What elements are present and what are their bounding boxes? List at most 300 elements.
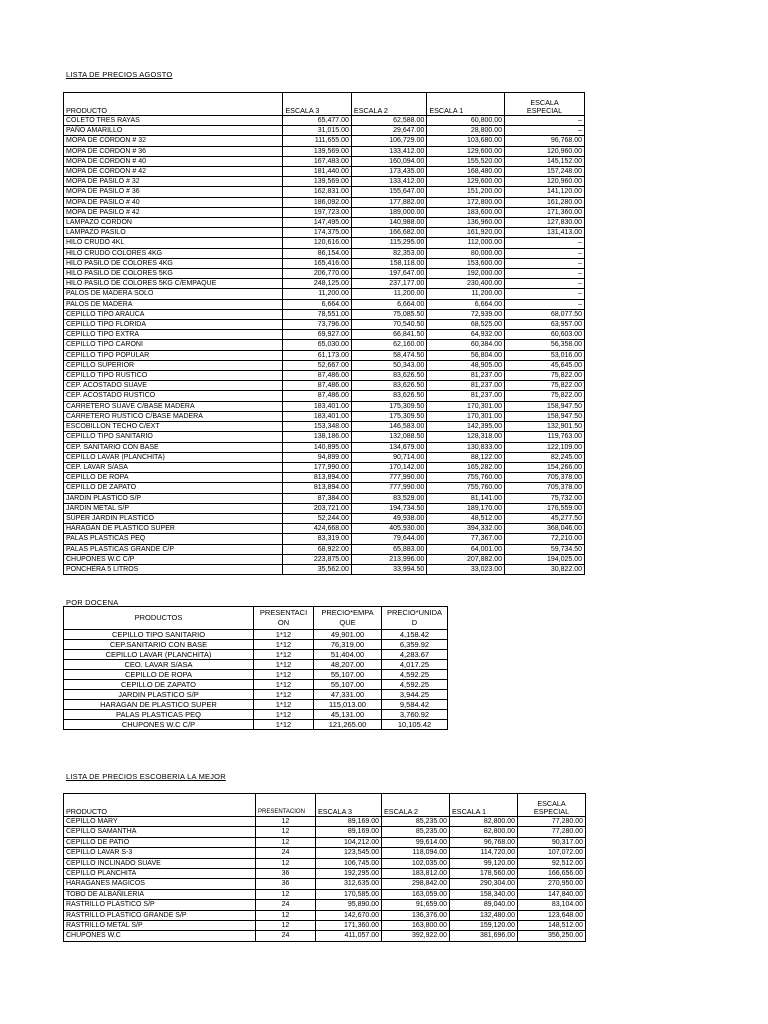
- price-cell: 203,721.00: [283, 503, 352, 513]
- column-header: ESCALA 1: [450, 794, 518, 817]
- price-cell: 4,158.42: [382, 630, 448, 640]
- price-cell: 777,990.00: [351, 473, 426, 483]
- table-row: [64, 207, 585, 217]
- price-cell: 175,309.50: [351, 411, 426, 421]
- table-row: [64, 879, 586, 889]
- price-cell: 61,173.00: [283, 350, 352, 360]
- column-header: [64, 607, 254, 630]
- price-cell: 12: [256, 837, 316, 847]
- price-cell: 95,890.00: [316, 900, 382, 910]
- price-cell: 130,833.00: [427, 442, 505, 452]
- product-name-cell: HILO PASILO DE COLORES 5KG: [64, 269, 283, 279]
- price-cell: 160,094.00: [351, 156, 426, 166]
- price-cell: 60,800.00: [427, 116, 505, 126]
- price-cell: 6,664.00: [351, 299, 426, 309]
- table-row: [64, 564, 585, 574]
- price-cell: 777,990.00: [351, 483, 426, 493]
- table-row: [64, 630, 448, 640]
- price-cell: 10,105.42: [382, 720, 448, 730]
- price-cell: 36: [256, 879, 316, 889]
- price-cell: 83,319.00: [283, 534, 352, 544]
- price-cell: 88,122.00: [427, 452, 505, 462]
- table-header-row: [64, 93, 585, 116]
- table-row: [64, 320, 585, 330]
- price-cell: 223,875.00: [283, 554, 352, 564]
- column-header: PRODUCTO: [64, 93, 283, 116]
- table-row: [64, 700, 448, 710]
- price-cell: 153,348.00: [283, 422, 352, 432]
- header-line: PRECIO*UNIDA: [386, 608, 442, 617]
- price-cell: 4,283.67: [382, 650, 448, 660]
- product-name-cell: HARAGAN DE PLASTICO SUPER: [64, 524, 283, 534]
- price-cell: 170,585.00: [316, 889, 382, 899]
- price-cell: 197,647.00: [351, 269, 426, 279]
- price-cell: 368,046.00: [505, 524, 585, 534]
- table-row: [64, 554, 585, 564]
- price-cell: 82,800.00: [450, 817, 518, 827]
- price-cell: 813,894.00: [283, 483, 352, 493]
- price-cell: 106,745.00: [316, 858, 382, 868]
- price-cell: 66,841.50: [351, 330, 426, 340]
- price-cell: 4,017.25: [382, 660, 448, 670]
- price-cell: 705,378.00: [505, 483, 585, 493]
- price-cell: 128,318.00: [427, 432, 505, 442]
- price-cell: 52,244.00: [283, 513, 352, 523]
- price-cell: 64,932.00: [427, 330, 505, 340]
- price-cell: 194,734.50: [351, 503, 426, 513]
- table-row: [64, 483, 585, 493]
- price-cell: 162,831.00: [283, 187, 352, 197]
- column-header: [254, 607, 314, 630]
- price-cell: 140,988.00: [351, 218, 426, 228]
- price-cell: 298,842.00: [382, 879, 450, 889]
- product-name-cell: CEPILLO DE ROPA: [64, 670, 254, 680]
- price-cell: 170,142.00: [351, 462, 426, 472]
- price-cell: 290,304.00: [450, 879, 518, 889]
- price-cell: 6,664.00: [283, 299, 352, 309]
- price-cell: 131,413.00: [505, 228, 585, 238]
- price-cell: 24: [256, 900, 316, 910]
- price-cell: 75,822.00: [505, 391, 585, 401]
- price-cell: 63,957.00: [505, 320, 585, 330]
- table-row: [64, 309, 585, 319]
- product-name-cell: CEPILLO DE ZAPATO: [64, 680, 254, 690]
- price-cell: 114,720.00: [450, 848, 518, 858]
- table-row: [64, 197, 585, 207]
- price-cell: 75,822.00: [505, 371, 585, 381]
- price-cell: 81,237.00: [427, 371, 505, 381]
- price-cell: 87,486.00: [283, 371, 352, 381]
- price-cell: 49,901.00: [314, 630, 382, 640]
- table-row: [64, 299, 585, 309]
- column-header: [505, 93, 585, 116]
- table-row: [64, 690, 448, 700]
- price-cell: 55,107.00: [314, 670, 382, 680]
- price-cell: 189,000.00: [351, 207, 426, 217]
- table-row: [64, 473, 585, 483]
- product-name-cell: RASTRILLO PLASTICO S/P: [64, 900, 256, 910]
- table-row: [64, 921, 586, 931]
- price-cell: 159,120.00: [450, 921, 518, 931]
- price-cell: –: [505, 258, 585, 268]
- table-row: [64, 371, 585, 381]
- price-cell: 170,301.00: [427, 401, 505, 411]
- price-cell: 111,655.00: [283, 136, 352, 146]
- product-name-cell: CEPILLO TIPO SANITARIO: [64, 630, 254, 640]
- product-name-cell: CARRETERO RUSTICO C/BASE MADERA: [64, 411, 283, 421]
- price-cell: 50,343.00: [351, 360, 426, 370]
- header-line: ESCALA: [530, 98, 559, 107]
- price-cell: 58,474.50: [351, 350, 426, 360]
- price-cell: 178,560.00: [450, 869, 518, 879]
- price-cell: 107,072.00: [518, 848, 586, 858]
- price-cell: 6,664.00: [427, 299, 505, 309]
- price-cell: 11,200.00: [427, 289, 505, 299]
- table-row: [64, 187, 585, 197]
- price-cell: 424,668.00: [283, 524, 352, 534]
- price-cell: 12: [256, 889, 316, 899]
- price-cell: 1*12: [254, 690, 314, 700]
- product-name-cell: CEP. ACOSTADO SUAVE: [64, 381, 283, 391]
- price-cell: –: [505, 279, 585, 289]
- product-name-cell: HILO CRUDO 4KL: [64, 238, 283, 248]
- product-name-cell: MOPA DE PASILO # 42: [64, 207, 283, 217]
- price-cell: 127,830.00: [505, 218, 585, 228]
- price-cell: 192,000.00: [427, 269, 505, 279]
- product-name-cell: HILO PASILO DE COLORES 5KG C/EMPAQUE: [64, 279, 283, 289]
- price-cell: 121,265.00: [314, 720, 382, 730]
- escoberia-list-title: LISTA DE PRECIOS ESCOBERIA LA MEJOR: [66, 772, 226, 781]
- price-cell: 89,040.00: [450, 900, 518, 910]
- product-name-cell: MOPA DE CORDON # 40: [64, 156, 283, 166]
- price-cell: 87,384.00: [283, 493, 352, 503]
- price-cell: 118,094.00: [382, 848, 450, 858]
- price-cell: 11,200.00: [351, 289, 426, 299]
- product-name-cell: RASTRILLO METAL S/P: [64, 921, 256, 931]
- product-name-cell: CEPILLO TIPO ARAUCA: [64, 309, 283, 319]
- price-cell: 1*12: [254, 630, 314, 640]
- price-cell: 120,960.00: [505, 177, 585, 187]
- product-name-cell: TOBO DE ALBAÑILERIA: [64, 889, 256, 899]
- table-row: [64, 670, 448, 680]
- price-cell: 68,922.00: [283, 544, 352, 554]
- price-cell: 12: [256, 817, 316, 827]
- product-name-cell: PALAS PLASTICAS GRANDE C/P: [64, 544, 283, 554]
- price-cell: 158,118.00: [351, 258, 426, 268]
- price-cell: 92,512.00: [518, 858, 586, 868]
- table-row: [64, 680, 448, 690]
- price-cell: 3,760.92: [382, 710, 448, 720]
- product-name-cell: HILO CRUDO COLORES 4KG: [64, 248, 283, 258]
- price-cell: 161,280.00: [505, 197, 585, 207]
- price-cell: 183,812.00: [382, 869, 450, 879]
- table-row: [64, 889, 586, 899]
- price-cell: 60,603.00: [505, 330, 585, 340]
- price-cell: 161,920.00: [427, 228, 505, 238]
- price-cell: 96,768.00: [505, 136, 585, 146]
- product-name-cell: SUPER JARDIN PLASTICO: [64, 513, 283, 523]
- product-name-cell: MOPA DE PASILO # 36: [64, 187, 283, 197]
- price-cell: 394,332.00: [427, 524, 505, 534]
- price-cell: 154,266.00: [505, 462, 585, 472]
- price-cell: 99,120.00: [450, 858, 518, 868]
- price-cell: 163,059.00: [382, 889, 450, 899]
- price-cell: –: [505, 299, 585, 309]
- price-cell: 82,800.00: [450, 827, 518, 837]
- price-cell: 133,412.00: [351, 177, 426, 187]
- product-name-cell: CHUPONES W.C C/P: [64, 720, 254, 730]
- table-row: [64, 218, 585, 228]
- price-cell: 142,670.00: [316, 910, 382, 920]
- product-name-cell: CEPILLO DE ROPA: [64, 473, 283, 483]
- product-name-cell: CEPILLO SUPERIOR: [64, 360, 283, 370]
- price-cell: 1*12: [254, 670, 314, 680]
- table-row: [64, 900, 586, 910]
- table-row: [64, 330, 585, 340]
- column-header: [518, 794, 586, 817]
- price-cell: 381,696.00: [450, 931, 518, 941]
- price-cell: 68,077.50: [505, 309, 585, 319]
- table-row: [64, 411, 585, 421]
- price-cell: 189,170.00: [427, 503, 505, 513]
- price-list-title: LISTA DE PRECIOS AGOSTO: [66, 70, 173, 79]
- price-cell: 12: [256, 827, 316, 837]
- price-cell: 90,714.00: [351, 452, 426, 462]
- price-cell: 56,358.00: [505, 340, 585, 350]
- table-row: [64, 401, 585, 411]
- price-cell: 77,367.00: [427, 534, 505, 544]
- table-header-row: [64, 607, 448, 630]
- price-cell: 165,282.00: [427, 462, 505, 472]
- price-cell: 145,152.00: [505, 156, 585, 166]
- price-cell: 755,760.00: [427, 473, 505, 483]
- price-cell: 48,207.00: [314, 660, 382, 670]
- product-name-cell: CEPILLO TIPO POPULAR: [64, 350, 283, 360]
- price-cell: 53,016.00: [505, 350, 585, 360]
- price-cell: 168,480.00: [427, 167, 505, 177]
- price-cell: 24: [256, 848, 316, 858]
- price-cell: 55,107.00: [314, 680, 382, 690]
- price-cell: 29,647.00: [351, 126, 426, 136]
- price-cell: 176,559.00: [505, 503, 585, 513]
- product-name-cell: JARDIN PLASTICO S/P: [64, 493, 283, 503]
- table-row: [64, 340, 585, 350]
- price-cell: 28,800.00: [427, 126, 505, 136]
- product-name-cell: CHUPONES W.C C/P: [64, 554, 283, 564]
- table-row: [64, 146, 585, 156]
- table-row: [64, 360, 585, 370]
- price-cell: 133,412.00: [351, 146, 426, 156]
- table-row: [64, 126, 585, 136]
- product-name-cell: LAMPAZO PASILO: [64, 228, 283, 238]
- table-row: [64, 650, 448, 660]
- table-row: [64, 660, 448, 670]
- price-cell: 89,169.00: [316, 827, 382, 837]
- price-cell: 56,804.00: [427, 350, 505, 360]
- header-line: ESCALA: [537, 799, 566, 808]
- price-cell: 24: [256, 931, 316, 941]
- price-cell: 172,800.00: [427, 197, 505, 207]
- price-cell: 248,125.00: [283, 279, 352, 289]
- price-cell: 12: [256, 921, 316, 931]
- price-cell: 177,882.00: [351, 197, 426, 207]
- table-row: [64, 720, 448, 730]
- price-cell: 123,648.00: [518, 910, 586, 920]
- price-cell: 155,520.00: [427, 156, 505, 166]
- price-cell: 183,401.00: [283, 401, 352, 411]
- product-name-cell: MOPA DE PASILO # 32: [64, 177, 283, 187]
- table-header-row: [64, 794, 586, 817]
- price-cell: 83,104.00: [518, 900, 586, 910]
- price-cell: 173,435.00: [351, 167, 426, 177]
- price-cell: 45,645.00: [505, 360, 585, 370]
- price-cell: 119,763.00: [505, 432, 585, 442]
- price-cell: 73,796.00: [283, 320, 352, 330]
- product-name-cell: CEPILLO DE PATIO: [64, 837, 256, 847]
- price-cell: –: [505, 116, 585, 126]
- price-cell: 81,237.00: [427, 381, 505, 391]
- price-cell: 64,001.00: [427, 544, 505, 554]
- table-row: [64, 710, 448, 720]
- price-cell: 171,360.00: [505, 207, 585, 217]
- price-cell: 122,109.00: [505, 442, 585, 452]
- table-row: [64, 381, 585, 391]
- table-row: [64, 534, 585, 544]
- price-cell: 79,644.00: [351, 534, 426, 544]
- price-cell: 158,947.50: [505, 401, 585, 411]
- price-cell: 85,235.00: [382, 817, 450, 827]
- price-cell: 165,416.00: [283, 258, 352, 268]
- product-name-cell: MOPA DE CORDON # 36: [64, 146, 283, 156]
- price-cell: 33,994.50: [351, 564, 426, 574]
- price-cell: 103,680.00: [427, 136, 505, 146]
- price-cell: 183,401.00: [283, 411, 352, 421]
- price-cell: 106,729.00: [351, 136, 426, 146]
- price-cell: 139,569.00: [283, 177, 352, 187]
- price-cell: 197,723.00: [283, 207, 352, 217]
- price-cell: 1*12: [254, 650, 314, 660]
- price-cell: 86,154.00: [283, 248, 352, 258]
- price-cell: 120,616.00: [283, 238, 352, 248]
- product-name-cell: CEPILLO TIPO FLORIDA: [64, 320, 283, 330]
- price-cell: 75,822.00: [505, 381, 585, 391]
- price-cell: 1*12: [254, 710, 314, 720]
- table-row: [64, 279, 585, 289]
- price-cell: 87,486.00: [283, 391, 352, 401]
- column-header: ESCALA 2: [382, 794, 450, 817]
- price-cell: 167,483.00: [283, 156, 352, 166]
- header-line: PRESENTACI: [259, 608, 308, 617]
- product-name-cell: JARDIN METAL S/P: [64, 503, 283, 513]
- price-list-table: [63, 92, 585, 575]
- escoberia-price-table: [63, 793, 586, 942]
- price-cell: 120,960.00: [505, 146, 585, 156]
- price-cell: 83,626.50: [351, 391, 426, 401]
- price-cell: 155,647.00: [351, 187, 426, 197]
- price-cell: 59,734.50: [505, 544, 585, 554]
- price-cell: 136,960.00: [427, 218, 505, 228]
- table-row: [64, 289, 585, 299]
- price-cell: 132,480.00: [450, 910, 518, 920]
- product-name-cell: CEP. LAVAR S/ASA: [64, 462, 283, 472]
- product-name-cell: RASTRILLO PLASTICO GRANDE S/P: [64, 910, 256, 920]
- price-cell: 6,359.92: [382, 640, 448, 650]
- price-cell: 134,679.00: [351, 442, 426, 452]
- dozen-price-table: [63, 606, 448, 730]
- price-cell: 47,331.00: [314, 690, 382, 700]
- price-cell: 132,901.50: [505, 422, 585, 432]
- price-cell: 139,569.00: [283, 146, 352, 156]
- product-name-cell: CEP.SANITARIO CON BASE: [64, 640, 254, 650]
- price-cell: 65,883.00: [351, 544, 426, 554]
- price-cell: 4,592.25: [382, 670, 448, 680]
- header-line: ESPECIAL: [526, 106, 563, 115]
- price-cell: 4,592.25: [382, 680, 448, 690]
- price-cell: 62,160.00: [351, 340, 426, 350]
- table-row: [64, 391, 585, 401]
- price-cell: 83,529.00: [351, 493, 426, 503]
- product-name-cell: CEP. SANITARIO CON BASE: [64, 442, 283, 452]
- price-cell: 151,200.00: [427, 187, 505, 197]
- product-name-cell: JARDIN PLASTICO S/P: [64, 690, 254, 700]
- price-cell: 89,169.00: [316, 817, 382, 827]
- price-cell: 65,030.00: [283, 340, 352, 350]
- price-cell: –: [505, 238, 585, 248]
- price-cell: 207,882.00: [427, 554, 505, 564]
- table-row: [64, 462, 585, 472]
- product-name-cell: CEPILLO TIPO SANITARIO: [64, 432, 283, 442]
- price-cell: 158,947.50: [505, 411, 585, 421]
- product-name-cell: CEPILLO PLANCHITA: [64, 869, 256, 879]
- column-header: ESCALA 3: [316, 794, 382, 817]
- table-row: [64, 350, 585, 360]
- price-cell: 237,177.00: [351, 279, 426, 289]
- price-cell: 163,800.00: [382, 921, 450, 931]
- price-cell: 129,600.00: [427, 146, 505, 156]
- price-cell: 1*12: [254, 660, 314, 670]
- price-cell: 45,277.50: [505, 513, 585, 523]
- product-name-cell: CEPILLO TIPO RUSTICO: [64, 371, 283, 381]
- product-name-cell: CEPILLO LAVAR (PLANCHITA): [64, 650, 254, 660]
- table-row: [64, 513, 585, 523]
- price-cell: 206,770.00: [283, 269, 352, 279]
- price-cell: 153,600.00: [427, 258, 505, 268]
- table-row: [64, 238, 585, 248]
- product-name-cell: CHUPONES W.C: [64, 931, 256, 941]
- price-cell: 83,626.50: [351, 371, 426, 381]
- table-row: [64, 869, 586, 879]
- product-name-cell: COLETO TRES RAYAS: [64, 116, 283, 126]
- price-cell: 194,025.00: [505, 554, 585, 564]
- product-name-cell: PALOS DE MADERA: [64, 299, 283, 309]
- price-cell: 1*12: [254, 720, 314, 730]
- price-cell: 146,583.00: [351, 422, 426, 432]
- price-cell: 183,600.00: [427, 207, 505, 217]
- price-cell: 136,376.00: [382, 910, 450, 920]
- price-cell: 405,930.00: [351, 524, 426, 534]
- price-cell: 813,894.00: [283, 473, 352, 483]
- product-name-cell: MOPA DE CORDON # 32: [64, 136, 283, 146]
- product-name-cell: PAÑO AMARILLO: [64, 126, 283, 136]
- price-cell: 142,395.00: [427, 422, 505, 432]
- price-cell: 12: [256, 910, 316, 920]
- table-row: [64, 248, 585, 258]
- product-name-cell: PALOS DE MADERA SOLO: [64, 289, 283, 299]
- product-name-cell: ESCOBILLON TECHO C/EXT: [64, 422, 283, 432]
- table-row: [64, 167, 585, 177]
- product-name-cell: HILO PASILO DE COLORES 4KG: [64, 258, 283, 268]
- price-cell: –: [505, 289, 585, 299]
